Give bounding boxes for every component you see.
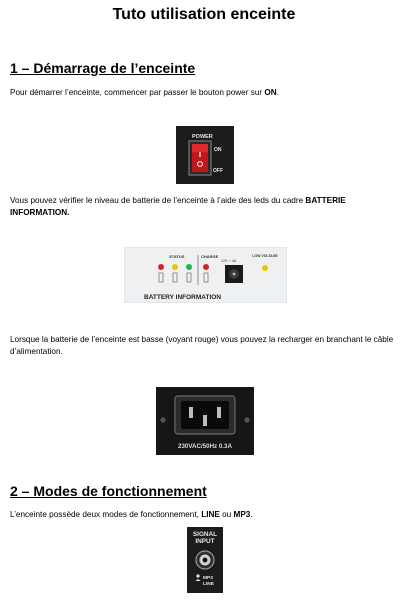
power-switch-image	[176, 126, 234, 184]
input-label: INPUT	[195, 538, 215, 545]
section-heading-modes: 2 – Modes de fonctionnement	[10, 483, 207, 499]
low-voltage-label: LOW VOLTAGE	[252, 254, 278, 258]
led-low-voltage-icon	[262, 265, 268, 271]
led-yellow-icon	[172, 264, 178, 270]
signal-label: SIGNAL	[192, 531, 218, 538]
power-socket-image	[156, 387, 254, 455]
battery-paragraph: Vous pouvez vérifier le niveau de batterie de l’enceinte à l’aide des leds du cadre BATTERIE INFORMATION.	[10, 196, 346, 217]
status-label: STATUS	[169, 254, 185, 259]
bold-on: ON	[264, 88, 277, 97]
user-icon	[196, 574, 199, 577]
line-label: LINE	[203, 582, 214, 587]
mp3-label: MP3	[203, 576, 213, 581]
charge-paragraph: Lorsque la batterie de l’enceinte est basse (voyant rouge) vous pouvez la recharger en branchant le câble d’alimentation.	[10, 335, 394, 356]
off-label: OFF	[213, 168, 223, 174]
power-label: POWER	[192, 134, 213, 140]
bold-mp3: MP3	[233, 510, 251, 519]
bold-line: LINE	[201, 510, 220, 519]
battery-information-panel	[124, 247, 287, 303]
page-title: Tuto utilisation enceinte	[112, 6, 296, 23]
led-green-icon	[186, 264, 192, 270]
on-label: ON	[214, 147, 222, 153]
modes-paragraph: L’enceinte possède deux modes de fonctionnement, LINE ou MP3.	[10, 510, 253, 519]
charge-label: CHARGE	[201, 254, 219, 259]
battery-information-label: BATTERY INFORMATION	[144, 294, 222, 301]
signal-input-image	[187, 527, 223, 593]
bold-battery-info: BATTERIE INFORMATION.	[10, 196, 346, 217]
power-paragraph: Pour démarrer l’enceinte, commencer par passer le bouton power sur ON.	[10, 88, 279, 97]
section-heading-startup: 1 – Démarrage de l’enceinte	[10, 60, 196, 76]
led-charge-icon	[203, 264, 209, 270]
led-red-icon	[158, 264, 164, 270]
dc-rating: 12V ⎓ 4A	[221, 259, 237, 263]
socket-rating: 230VAC/50Hz 0.3A	[178, 443, 232, 450]
